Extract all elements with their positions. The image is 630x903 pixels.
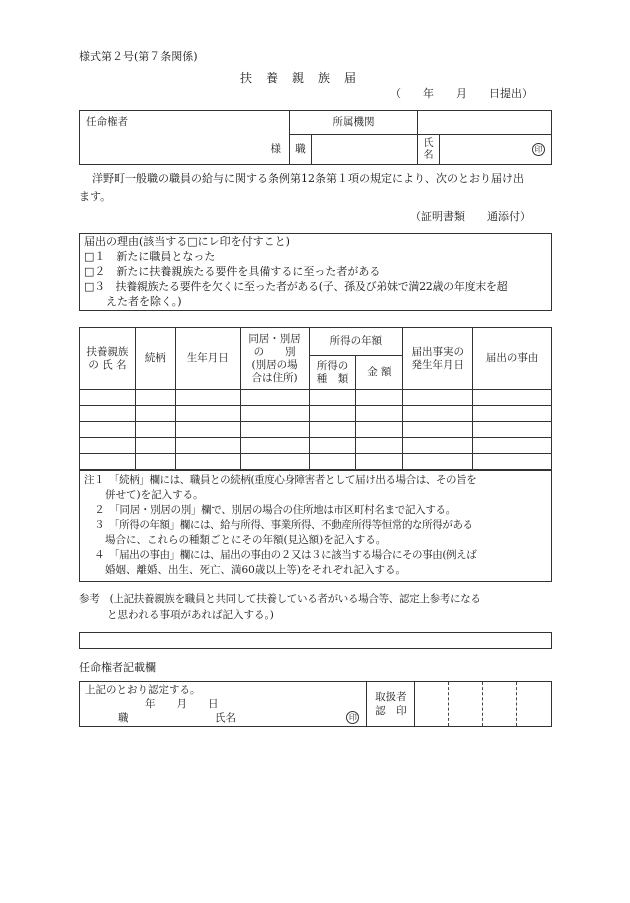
certify-name: 氏名	[215, 712, 236, 725]
col-reason: 届出の事由	[473, 328, 552, 390]
table-cell[interactable]	[80, 454, 136, 470]
table-cell[interactable]	[80, 422, 136, 438]
table-cell[interactable]	[356, 438, 403, 454]
handler-seal-box[interactable]	[483, 682, 517, 727]
position-label: 職	[290, 135, 312, 165]
seal-icon: 印	[532, 143, 545, 156]
note-line: ３ 「所得の年額」欄には、給与所得、事業所得、不動産所得等恒常的な所得がある	[84, 519, 473, 531]
table-cell[interactable]	[175, 390, 240, 406]
table-cell[interactable]	[135, 454, 175, 470]
col-cohabitation: 同居・別居 の 別 (別居の場 合は住所)	[240, 328, 309, 390]
table-cell[interactable]	[135, 438, 175, 454]
statement-line1: 洋野町一般職の職員の給与に関する条例第12条第１項の規定により、次のとおり届け出	[92, 172, 524, 185]
form-number: 様式第２号(第７条関係)	[79, 50, 198, 63]
table-cell[interactable]	[356, 406, 403, 422]
table-row	[80, 438, 552, 454]
table-cell[interactable]	[135, 422, 175, 438]
col-birthdate: 生年月日	[175, 328, 240, 390]
appointer-header-table	[79, 110, 552, 165]
table-cell[interactable]	[403, 406, 473, 422]
table-cell[interactable]	[356, 390, 403, 406]
col-income-type: 所得の 種 類	[309, 356, 356, 390]
form-title: 扶 養 親 族 届	[240, 71, 358, 85]
table-cell[interactable]	[80, 438, 136, 454]
dependents-table	[79, 327, 552, 470]
table-cell[interactable]	[473, 422, 552, 438]
reason-heading: 届出の理由(該当する□にレ印を付すこと)	[84, 235, 290, 248]
certify-cell[interactable]	[80, 682, 367, 727]
reason-item-2[interactable]: □２ 新たに扶養親族たる要件を具備するに至った者がある	[84, 265, 381, 278]
table-cell[interactable]	[356, 422, 403, 438]
table-cell[interactable]	[403, 454, 473, 470]
affiliation-label: 所属機関	[290, 111, 418, 135]
table-cell[interactable]	[403, 438, 473, 454]
table-row	[80, 454, 552, 470]
statement-line2: ます。	[79, 190, 112, 203]
table-cell[interactable]	[175, 422, 240, 438]
note-line: 場合に、これらの種類ごとにその年額(見込額)を記入する。	[84, 534, 387, 546]
name-label: 氏 名	[418, 135, 440, 165]
appointer-cell[interactable]	[80, 111, 290, 165]
table-cell[interactable]	[240, 390, 309, 406]
table-cell[interactable]	[403, 422, 473, 438]
table-cell[interactable]	[309, 422, 356, 438]
table-cell[interactable]	[80, 390, 136, 406]
sama-label: 様	[270, 143, 281, 156]
table-cell[interactable]	[473, 390, 552, 406]
seal-icon: 印	[346, 711, 359, 724]
table-cell[interactable]	[473, 406, 552, 422]
table-cell[interactable]	[135, 406, 175, 422]
reference-line2: と思われる事項があれば記入する。)	[107, 609, 274, 621]
table-row	[80, 422, 552, 438]
table-cell[interactable]	[175, 438, 240, 454]
reference-field[interactable]	[79, 632, 552, 649]
reason-box	[79, 233, 552, 311]
table-cell[interactable]	[240, 422, 309, 438]
appointer-certify-table	[79, 681, 552, 727]
position-field[interactable]	[312, 135, 418, 165]
reason-item-3-cont: えた者を除く。)	[106, 295, 182, 308]
appointer-label: 任命権者	[86, 116, 128, 128]
handler-seal-box[interactable]	[449, 682, 483, 727]
note-line: 婚姻、離婚、出生、死亡、満60歳以上等)をそれぞれ記入する。	[84, 564, 406, 576]
col-income-amount: 金 額	[356, 356, 403, 390]
note-line: ４ 「届出の事由」欄には、届出の事由の２又は３に該当する場合にその事由(例えば	[84, 549, 477, 561]
table-cell[interactable]	[403, 390, 473, 406]
reason-item-3[interactable]: □３ 扶養親族たる要件を欠くに至った者がある(子、孫及び弟妹で満22歳の年度末を超	[84, 280, 508, 293]
table-cell[interactable]	[240, 438, 309, 454]
table-cell[interactable]	[135, 390, 175, 406]
certified-text: 上記のとおり認定する。	[85, 684, 201, 696]
table-cell[interactable]	[309, 454, 356, 470]
note-line: 併せて)を記入する。	[84, 489, 204, 501]
table-cell[interactable]	[356, 454, 403, 470]
table-cell[interactable]	[473, 438, 552, 454]
reference-line1: 参考 (上記扶養親族を職員と共同して扶養している者がいる場合等、認定上参考になる	[79, 593, 481, 605]
handler-seal-label: 取扱者 認 印	[367, 682, 415, 727]
col-occurrence-date: 届出事実の 発生年月日	[403, 328, 473, 390]
col-relation: 続柄	[135, 328, 175, 390]
table-cell[interactable]	[309, 390, 356, 406]
handler-seal-box[interactable]	[517, 682, 552, 727]
note-line: ２ 「同居・別居の別」欄で、別居の場合の住所地は市区町村名まで記入する。	[84, 504, 456, 516]
table-cell[interactable]	[240, 406, 309, 422]
table-row	[80, 406, 552, 422]
note-line: 注１ 「続柄」欄には、職員との続柄(重度心身障害者として届け出る場合は、その旨を	[84, 474, 477, 486]
table-cell[interactable]	[80, 406, 136, 422]
table-cell[interactable]	[309, 406, 356, 422]
table-cell[interactable]	[175, 406, 240, 422]
table-cell[interactable]	[473, 454, 552, 470]
table-cell[interactable]	[309, 438, 356, 454]
col-dependent-name: 扶養親族 の 氏 名	[80, 328, 136, 390]
submit-date: （ 年 月 日提出）	[390, 87, 533, 100]
table-row	[80, 390, 552, 406]
table-cell[interactable]	[175, 454, 240, 470]
affiliation-field[interactable]	[418, 111, 552, 135]
table-cell[interactable]	[240, 454, 309, 470]
reason-item-1[interactable]: □１ 新たに職員となった	[84, 250, 216, 263]
notes-box	[79, 470, 552, 582]
col-annual-income: 所得の年額	[309, 328, 403, 356]
certify-position: 職	[118, 712, 129, 725]
appointer-section-title: 任命権者記載欄	[79, 661, 156, 674]
certify-date: 年 月 日	[145, 698, 219, 711]
handler-seal-box[interactable]	[415, 682, 449, 727]
name-field[interactable]	[440, 135, 552, 165]
attachment-note: （証明書類 通添付）	[410, 210, 531, 223]
